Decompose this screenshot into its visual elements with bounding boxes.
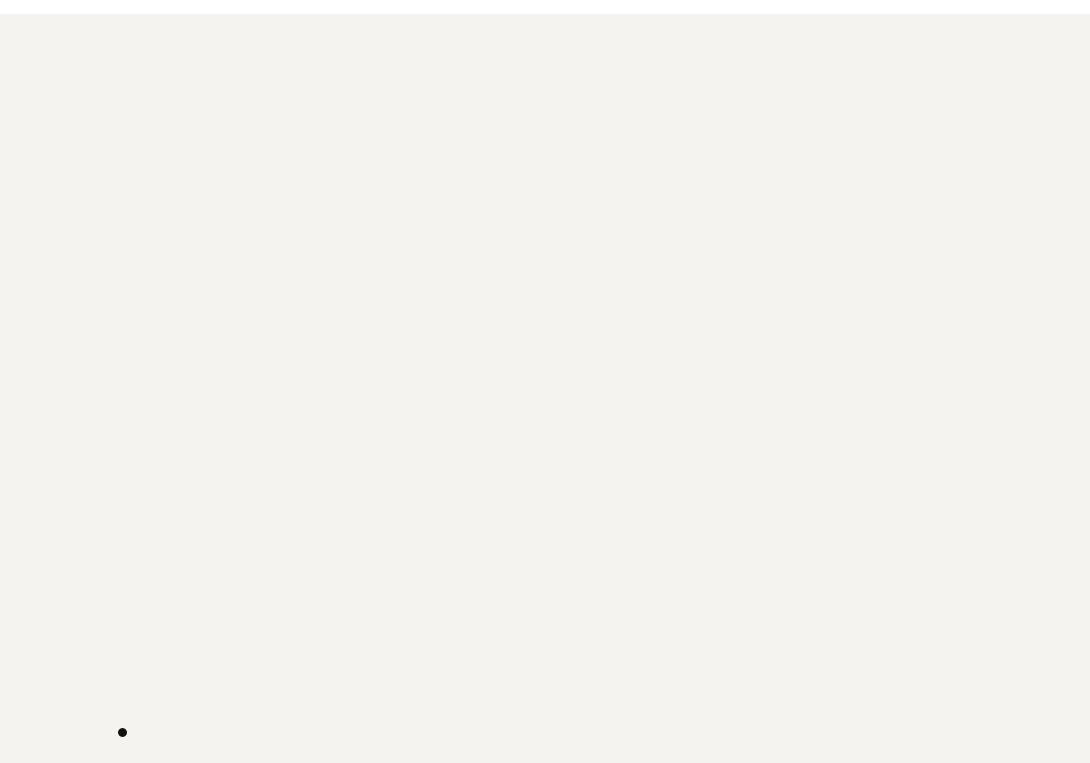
printer-logo-icon	[118, 728, 127, 737]
